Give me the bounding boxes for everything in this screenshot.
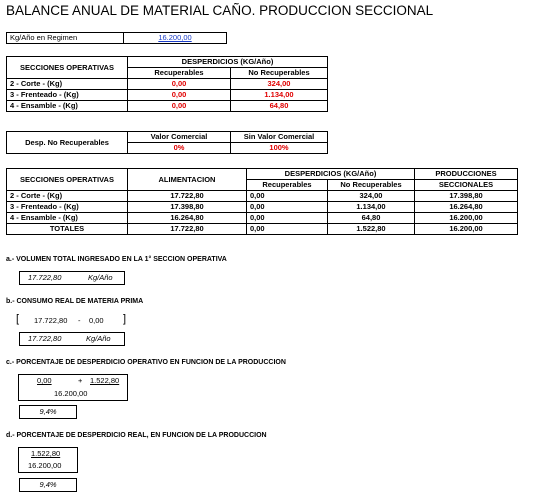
row-rec: 0,00 xyxy=(128,79,231,90)
row-rec: 0,00 xyxy=(128,90,231,101)
totals-alim: 17.722,80 xyxy=(128,224,247,235)
t1-sub-norec: No Recuperables xyxy=(231,68,328,79)
section-c-result-box xyxy=(19,405,77,419)
desperdicios-table xyxy=(6,56,328,112)
section-c-heading: c.- PORCENTAJE DE DESPERDICIO OPERATIVO EN FUNCION DE LA PRODUCCION xyxy=(6,359,286,366)
t3-prod-label1: PRODUCCIONES xyxy=(415,169,518,180)
section-a-result-box xyxy=(19,271,125,285)
row-norec: 324,00 xyxy=(328,191,415,202)
regimen-value[interactable] xyxy=(124,33,227,44)
section-b-v1: 17.722,80 xyxy=(34,316,68,325)
row-prod: 16.264,80 xyxy=(415,202,518,213)
table-row xyxy=(7,213,518,224)
t2-v1: 0% xyxy=(128,143,231,154)
row-label: 4 - Ensamble - (Kg) xyxy=(7,101,128,112)
row-alim: 17.398,80 xyxy=(128,202,247,213)
row-norec: 64,80 xyxy=(328,213,415,224)
section-c-result: 9,4% xyxy=(39,407,57,416)
section-a-heading: a.- VOLUMEN TOTAL INGRESADO EN LA 1° SECCION OPERATIVA xyxy=(6,256,227,263)
section-b-right-bracket: ] xyxy=(123,313,127,325)
totals-label: TOTALES xyxy=(7,224,128,235)
row-rec: 0,00 xyxy=(247,202,328,213)
t3-sub-rec: Recuperables xyxy=(247,180,328,191)
table-row xyxy=(7,191,518,202)
row-alim: 17.722,80 xyxy=(128,191,247,202)
section-b-minus: - xyxy=(78,316,81,325)
totals-rec: 0,00 xyxy=(247,224,328,235)
row-norec: 324,00 xyxy=(231,79,328,90)
section-d-result-box xyxy=(19,478,77,492)
row-label: 4 - Ensamble - (Kg) xyxy=(7,213,128,224)
row-rec: 0,00 xyxy=(247,213,328,224)
t2-h2: Sin Valor Comercial xyxy=(231,132,328,143)
row-rec: 0,00 xyxy=(247,191,328,202)
section-c-plus: + xyxy=(78,376,83,385)
row-norec: 64,80 xyxy=(231,101,328,112)
totals-norec: 1.522,80 xyxy=(328,224,415,235)
producciones-table xyxy=(6,168,518,235)
section-d-num: 1.522,80 xyxy=(31,449,61,458)
table-row xyxy=(7,202,518,213)
row-label: 3 - Frenteado - (Kg) xyxy=(7,202,128,213)
table-row xyxy=(7,101,328,112)
t1-group-label: DESPERDICIOS (KG/Año) xyxy=(128,57,328,68)
section-c-n2: 1.522,80 xyxy=(90,376,120,385)
t2-v2: 100% xyxy=(231,143,328,154)
t2-label: Desp. No Recuperables xyxy=(7,132,128,154)
section-d-result: 9,4% xyxy=(39,480,57,489)
row-label: 2 - Corte - (Kg) xyxy=(7,79,128,90)
table-row xyxy=(7,79,328,90)
section-a-value: 17.722,80 xyxy=(28,273,62,282)
row-alim: 16.264,80 xyxy=(128,213,247,224)
t3-group-label: DESPERDICIOS (KG/Año) xyxy=(247,169,415,180)
section-b-left-bracket: [ xyxy=(16,313,20,325)
section-c-n1: 0,00 xyxy=(37,376,52,385)
t2-h1: Valor Comercial xyxy=(128,132,231,143)
t3-sub-norec: No Recuperables xyxy=(328,180,415,191)
totals-prod: 16.200,00 xyxy=(415,224,518,235)
t3-prod-label2: SECCIONALES xyxy=(415,180,518,191)
row-label: 2 - Corte - (Kg) xyxy=(7,191,128,202)
t3-col-label: SECCIONES OPERATIVAS xyxy=(7,169,128,191)
table-row xyxy=(7,90,328,101)
desp-no-recuperables-table xyxy=(6,131,328,154)
row-norec: 1.134,00 xyxy=(231,90,328,101)
totals-row xyxy=(7,224,518,235)
t1-col-label: SECCIONES OPERATIVAS xyxy=(7,57,128,79)
section-b-v2: 0,00 xyxy=(89,316,104,325)
row-rec: 0,00 xyxy=(128,101,231,112)
section-b-unit: Kg/Año xyxy=(86,334,111,343)
regimen-label: Kg/Año en Regimen xyxy=(7,33,124,44)
page-title: BALANCE ANUAL DE MATERIAL CAÑO. PRODUCCION SECCIONAL xyxy=(6,3,434,18)
section-b-result: 17.722,80 xyxy=(28,334,62,343)
t1-sub-rec: Recuperables xyxy=(128,68,231,79)
section-c-den: 16.200,00 xyxy=(54,389,88,398)
row-prod: 17.398,80 xyxy=(415,191,518,202)
section-b-result-box xyxy=(19,332,125,346)
section-d-heading: d.- PORCENTAJE DE DESPERDICIO REAL, EN FUNCION DE LA PRODUCCION xyxy=(6,432,267,439)
section-b-heading: b.- CONSUMO REAL DE MATERIA PRIMA xyxy=(6,298,144,305)
section-a-unit: Kg/Año xyxy=(88,273,113,282)
row-norec: 1.134,00 xyxy=(328,202,415,213)
regimen-link[interactable]: 16.200,00 xyxy=(158,33,192,42)
t3-alim-label: ALIMENTACION xyxy=(128,169,247,191)
row-label: 3 - Frenteado - (Kg) xyxy=(7,90,128,101)
regimen-table xyxy=(6,32,227,44)
section-d-den: 16.200,00 xyxy=(28,461,62,470)
row-prod: 16.200,00 xyxy=(415,213,518,224)
